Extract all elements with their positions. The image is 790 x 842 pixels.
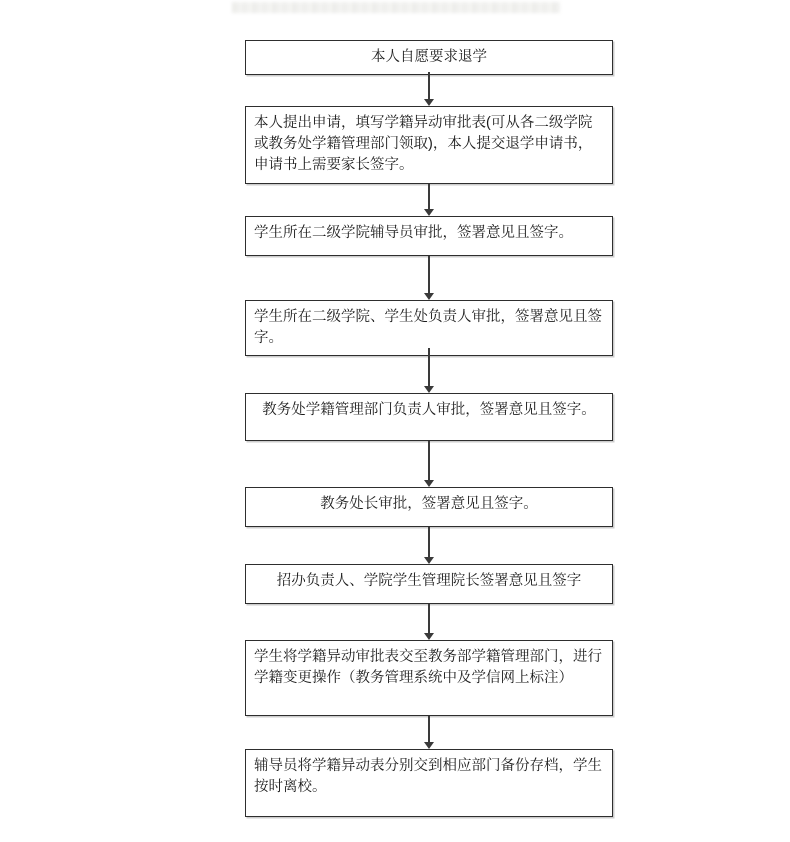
flow-step-6 <box>245 487 613 527</box>
arrow-down-icon <box>424 99 434 106</box>
arrow-line <box>428 604 430 633</box>
arrow-line <box>428 348 430 386</box>
flow-step-3-label: 学生所在二级学院辅导员审批，签署意见且签字。 <box>254 225 573 241</box>
flow-step-9-label: 辅导员将学籍异动表分别交到相应部门备份存档，学生按时离校。 <box>254 758 602 796</box>
flow-step-9 <box>245 749 613 817</box>
flow-step-8 <box>245 640 613 716</box>
flow-step-4-label: 学生所在二级学院、学生处负责人审批，签署意见且签字。 <box>254 309 602 347</box>
arrow-line <box>428 256 430 293</box>
flow-arrow-5 <box>423 441 434 487</box>
arrow-line <box>428 441 430 480</box>
flow-step-1-label: 本人自愿要求退学 <box>371 49 487 65</box>
flow-arrow-8 <box>423 716 434 749</box>
flow-step-8-label: 学生将学籍异动审批表交至教务部学籍管理部门，进行学籍变更操作（教务管理系统中及学信网上标注） <box>254 649 602 687</box>
flow-step-2 <box>245 106 613 184</box>
arrow-down-icon <box>424 386 434 393</box>
arrow-line <box>428 72 430 99</box>
flow-step-2-label: 本人提出申请，填写学籍异动审批表(可从各二级学院或教务处学籍管理部门领取)，本人提交退学申请书，申请书上需要家长签字。 <box>254 115 593 174</box>
arrow-down-icon <box>424 742 434 749</box>
flow-arrow-2 <box>423 184 434 216</box>
flow-arrow-1 <box>423 72 434 106</box>
flow-arrow-3 <box>423 256 434 300</box>
flow-arrow-6 <box>423 527 434 564</box>
arrow-line <box>428 527 430 557</box>
arrow-line <box>428 184 430 209</box>
arrow-down-icon <box>424 633 434 640</box>
flow-arrow-7 <box>423 604 434 640</box>
arrow-down-icon <box>424 293 434 300</box>
flow-step-5-label: 教务处学籍管理部门负责人审批，签署意见且签字。 <box>262 402 596 418</box>
flow-step-5 <box>245 393 613 441</box>
arrow-line <box>428 716 430 742</box>
arrow-down-icon <box>424 480 434 487</box>
flow-step-7 <box>245 564 613 604</box>
flow-step-3 <box>245 216 613 256</box>
flow-step-1 <box>245 40 613 75</box>
arrow-down-icon <box>424 209 434 216</box>
arrow-down-icon <box>424 557 434 564</box>
flow-step-7-label: 招办负责人、学院学生管理院长签署意见且签字 <box>276 573 582 589</box>
flow-arrow-4 <box>423 348 434 393</box>
faded-text-artifact <box>232 2 560 13</box>
flow-step-6-label: 教务处长审批，签署意见且签字。 <box>320 496 538 512</box>
